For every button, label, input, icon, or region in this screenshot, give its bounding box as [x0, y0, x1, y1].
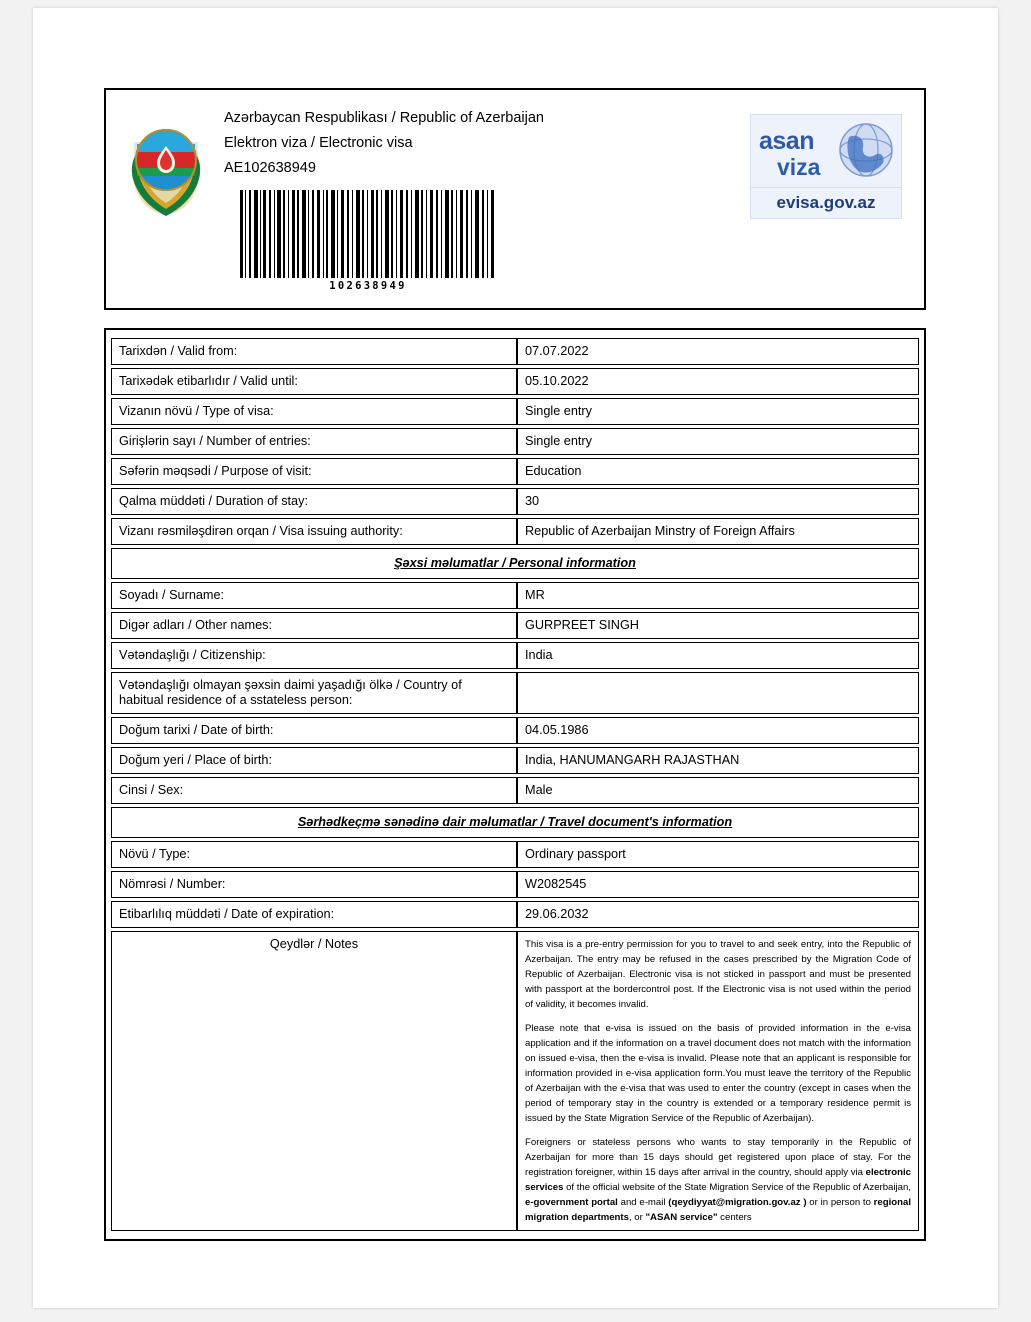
notes-p3-egov-portal: e-government portal [525, 1197, 618, 1208]
row-value: W2082545 [517, 871, 919, 898]
notes-p3-g: or in person to [806, 1197, 874, 1208]
row-label: Doğum tarixi / Date of birth: [111, 717, 517, 744]
row-value: India [517, 642, 919, 669]
notes-p3-regional-depts: regional migration departments [525, 1197, 911, 1223]
row-label: Vətəndaşlığı / Citizenship: [111, 642, 517, 669]
table-row [111, 642, 919, 669]
notes-p3-email: (qeydiyyat@migration.gov.az ) [668, 1197, 807, 1208]
notes-row [111, 931, 919, 1231]
row-value: MR [517, 582, 919, 609]
row-value: 30 [517, 488, 919, 515]
row-label: Doğum yeri / Place of birth: [111, 747, 517, 774]
notes-p3-asan-service: "ASAN service" [645, 1212, 718, 1223]
visa-details-table [111, 335, 919, 1234]
notes-label: Qeydlər / Notes [111, 931, 517, 1231]
section-title: Sərhədkeçmə sənədinə dair məlumatlar / Travel document's information [297, 815, 733, 829]
row-value: 05.10.2022 [517, 368, 919, 395]
azerbaijan-emblem-icon [124, 112, 208, 222]
notes-p3-electronic-services: electronic services [525, 1167, 911, 1193]
table-row [111, 398, 919, 425]
table-row [111, 871, 919, 898]
row-value: Male [517, 777, 919, 804]
table-row [111, 777, 919, 804]
table-row [111, 338, 919, 365]
row-value: Single entry [517, 428, 919, 455]
header-line-number: AE102638949 [224, 160, 316, 176]
asan-logo-top [750, 114, 902, 188]
row-label: Qalma müddəti / Duration of stay: [111, 488, 517, 515]
row-label: Vətəndaşlığı olmayan şəxsin daimi yaşadığı ölkə / Country of habitual residence of a sstateless person: [111, 672, 517, 714]
section-header-travel [111, 807, 919, 838]
viza-word: viza [777, 154, 821, 180]
asan-word: asan [759, 127, 814, 155]
table-row [111, 428, 919, 455]
row-label: Cinsi / Sex: [111, 777, 517, 804]
section-header-cell [111, 548, 919, 579]
row-value: GURPREET SINGH [517, 612, 919, 639]
row-value: Ordinary passport [517, 841, 919, 868]
row-label: Tarixdən / Valid from: [111, 338, 517, 365]
row-value: India, HANUMANGARH RAJASTHAN [517, 747, 919, 774]
row-value: Single entry [517, 398, 919, 425]
notes-paragraph-3 [525, 1135, 911, 1225]
row-value: 29.06.2032 [517, 901, 919, 928]
visa-table-body [111, 338, 919, 1231]
table-row [111, 672, 919, 714]
row-value: Republic of Azerbaijan Minstry of Foreign Affairs [517, 518, 919, 545]
row-label: Etibarlılıq müddəti / Date of expiration: [111, 901, 517, 928]
header-line-doctype: Elektron viza / Electronic visa [224, 135, 413, 151]
visa-details-box [104, 328, 926, 1241]
notes-paragraph-2: Please note that e-visa is issued on the basis of provided information in the e-visa application and if the information on a travel document does not match with the information on issued e-visa, then the e-visa is invalid. Please note that an applicant is responsible for information provided in e-visa application form.You must leave the territory of the Republic of Azerbaijan with the e-visa that was used to enter the country (except in cases when the period of temporary stay in the country is extended or a temporary residence permit is issued by the State Migration Service of the Republic of Azerbaijan). [525, 1023, 911, 1124]
visa-header [104, 88, 926, 310]
table-row [111, 582, 919, 609]
row-label: Soyadı / Surname: [111, 582, 517, 609]
row-value [517, 672, 919, 714]
table-row [111, 841, 919, 868]
table-row [111, 901, 919, 928]
section-title: Şəxsi məlumatlar / Personal information [394, 556, 636, 570]
row-value: 07.07.2022 [517, 338, 919, 365]
row-label: Səfərin məqsədi / Purpose of visit: [111, 458, 517, 485]
table-row [111, 518, 919, 545]
asan-logo-site: evisa.gov.az [750, 188, 902, 219]
notes-p3-c: of the official website of the State Migration Service of the Republic of Azerbaijan, [563, 1182, 911, 1193]
row-value: 04.05.1986 [517, 717, 919, 744]
notes-p3-a: Foreigners or stateless persons who wants to stay temporarily in the Republic of Azerbaijan for more than 15 days should get registered upon place of stay. For the registration foreigner, within 15 days after arrival in the country, should apply via [525, 1137, 911, 1178]
row-label: Tarixədək etibarlıdır / Valid until: [111, 368, 517, 395]
row-value: Education [517, 458, 919, 485]
section-header-personal [111, 548, 919, 579]
row-label: Vizanı rəsmiləşdirən orqan / Visa issuing authority: [111, 518, 517, 545]
table-row [111, 368, 919, 395]
barcode-image [238, 190, 498, 278]
row-label: Növü / Type: [111, 841, 517, 868]
row-label: Girişlərin sayı / Number of entries: [111, 428, 517, 455]
notes-paragraph-1: This visa is a pre-entry permission for you to travel to and seek entry, into the Republic of Azerbaijan. The entry may be refused in the cases prescribed by the Migration Code of Republic of Azerbaijan. Electronic visa is not sticked in passport and must be presented with passport at the bordercontrol post. If the Electronic visa is not used within the period of validity, it becomes invalid. [525, 939, 911, 1010]
table-row [111, 717, 919, 744]
row-label: Vizanın növü / Type of visa: [111, 398, 517, 425]
globe-icon [835, 119, 897, 181]
table-row [111, 488, 919, 515]
document-sheet [33, 8, 998, 1308]
table-row [111, 458, 919, 485]
notes-body [517, 931, 919, 1231]
header-titles [224, 106, 544, 181]
table-row [111, 747, 919, 774]
barcode-number: 102638949 [329, 280, 407, 292]
document-content [104, 88, 926, 1241]
asan-viza-logo [750, 114, 902, 219]
row-label: Nömrəsi / Number: [111, 871, 517, 898]
notes-p3-k: centers [717, 1212, 752, 1223]
notes-p3-i: , or [628, 1212, 646, 1223]
table-row [111, 612, 919, 639]
row-label: Digər adları / Other names: [111, 612, 517, 639]
header-line-country: Azərbaycan Respublikası / Republic of Azerbaijan [224, 110, 544, 126]
notes-p3-e: and e-mail [617, 1197, 669, 1208]
section-header-cell [111, 807, 919, 838]
